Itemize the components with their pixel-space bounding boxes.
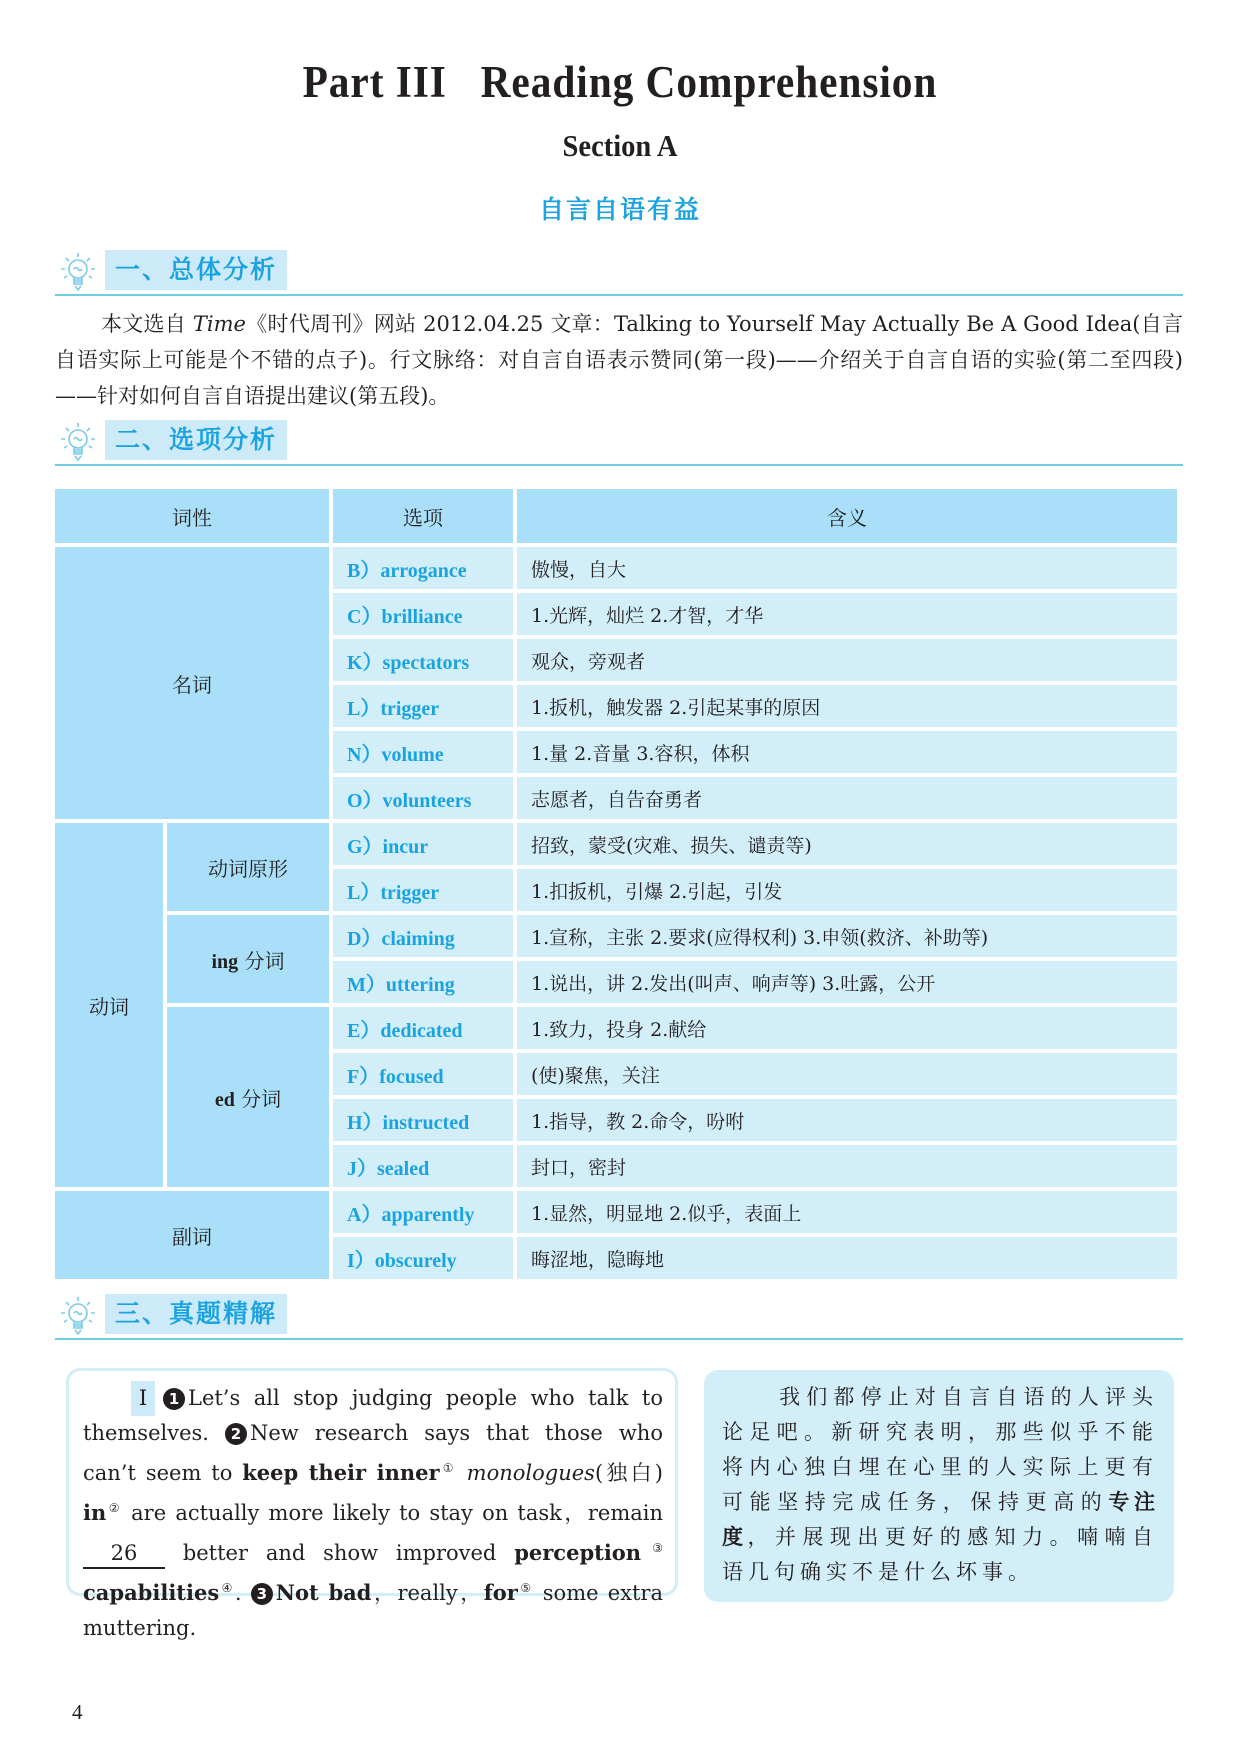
meaning-cell: (使)聚焦，关注 (517, 1053, 1177, 1095)
intro-prefix: 本文选自 (101, 312, 193, 336)
meaning-cell: 志愿者，自告奋勇者 (517, 777, 1177, 819)
blank-26: 26 (83, 1539, 165, 1569)
section-label: 一、总体分析 (105, 250, 287, 290)
pos-verb-ing-participle (167, 915, 329, 1003)
section-heading-exam-analysis (55, 1292, 1183, 1340)
table-row (55, 1007, 1177, 1049)
option-cell: L）trigger (333, 685, 513, 727)
meaning-cell: 1.宣称，主张 2.要求(应得权利) 3.申领(救济、补助等) (517, 915, 1177, 957)
participle-label: 分词 (238, 948, 285, 973)
option-cell: M）uttering (333, 961, 513, 1003)
pos-verb-base-form: 动词原形 (167, 823, 329, 911)
translation-text-b: ，并展现出更好的感知力。喃喃自语几句确实不是什么坏事。 (722, 1525, 1159, 1584)
option-cell: A）apparently (333, 1191, 513, 1233)
meaning-cell: 1.扳机，触发器 2.引起某事的原因 (517, 685, 1177, 727)
sentence-2-part-b: are actually more likely to stay on task，remain (122, 1501, 663, 1525)
option-cell: O）volunteers (333, 777, 513, 819)
meaning-cell: 晦涩地，隐晦地 (517, 1237, 1177, 1279)
keyword: for (483, 1580, 518, 1605)
paragraph-marker: Ⅰ (131, 1381, 155, 1416)
intro-body: 《时代周刊》网站 2012.04.25 文章：Talking to Yourself May Actually Be A Good Idea(自言自语实际上可能是个不错的点子)。行文脉络：对自言自语表示赞同(第一段)——介绍关于自言自语的实验(第二至四段)——针对如何自言自语提出建议(第五段)。 (55, 312, 1183, 408)
page-number: 4 (72, 1700, 83, 1724)
keyword: in (83, 1500, 107, 1525)
annotation-marker: ⑤ (517, 1581, 534, 1595)
meaning-cell: 傲慢，自大 (517, 547, 1177, 589)
section-label: 三、真题精解 (105, 1294, 287, 1334)
section-heading-overall-analysis (55, 248, 1183, 296)
sentence-number-icon: 1 (163, 1388, 185, 1410)
option-cell: G）incur (333, 823, 513, 865)
section-heading-option-analysis (55, 418, 1183, 466)
ing-label: ing (211, 950, 239, 973)
table-row (55, 823, 1177, 865)
pos-verb-ed-participle (167, 1007, 329, 1187)
sentence-number-icon: 3 (251, 1583, 273, 1605)
option-cell: J）sealed (333, 1145, 513, 1187)
sentence-2-part-c: better and show improved (165, 1541, 515, 1565)
keyword: perception (514, 1540, 642, 1565)
option-cell: H）instructed (333, 1099, 513, 1141)
table-row (55, 1191, 1177, 1233)
vocabulary-table (51, 485, 1181, 1283)
meaning-cell: 招致，蒙受(灾难、损失、谴责等) (517, 823, 1177, 865)
sentence-1: Let’s all stop judging people who talk to themselves. (83, 1386, 663, 1445)
ed-label: ed (214, 1088, 235, 1111)
pos-noun: 名词 (55, 547, 329, 819)
header-option: 选项 (333, 489, 513, 543)
sentence-2-part-a: New research says that those who can’t seem to (83, 1421, 663, 1485)
header-part-of-speech: 词性 (55, 489, 329, 543)
sentence-number-icon: 2 (225, 1423, 247, 1445)
passage-box: Ⅰ 1 Let’s all stop judging people who talk to themselves. 2 New research says that those who can’t seem to keep their inner① monologues(独白) in② are actually more likely to stay on task，remain 26 better and show improved perception③ capabilities④. 3 Not bad，really，for⑤ some extra muttering. (66, 1368, 678, 1596)
annotation-marker: ④ (219, 1581, 235, 1595)
meaning-cell: 1.显然，明显地 2.似乎，表面上 (517, 1191, 1177, 1233)
annotation-marker: ① (439, 1461, 457, 1475)
header-meaning: 含义 (517, 489, 1177, 543)
translation-text-a: 我们都停止对自言自语的人评头论足吧。新研究表明，那些似乎不能将内心独白埋在心里的人实际上更有可能坚持完成任务，保持更高的 (722, 1385, 1158, 1514)
meaning-cell: 1.扣扳机，引爆 2.引起，引发 (517, 869, 1177, 911)
lightbulb-icon (57, 250, 99, 292)
lightbulb-icon (57, 1294, 99, 1336)
section-label: 二、选项分析 (105, 420, 287, 460)
sentence-3-part-a: ，really， (371, 1581, 484, 1605)
translation-box (704, 1370, 1174, 1602)
option-cell: N）volume (333, 731, 513, 773)
pos-adverb: 副词 (55, 1191, 329, 1279)
sentence-3-part-b: some extra muttering. (83, 1581, 663, 1640)
option-cell: K）spectators (333, 639, 513, 681)
meaning-cell: 1.指导，教 2.命令，吩咐 (517, 1099, 1177, 1141)
option-cell: I）obscurely (333, 1237, 513, 1279)
annotation-marker: ② (106, 1501, 122, 1515)
meaning-cell: 1.光辉，灿烂 2.才智，才华 (517, 593, 1177, 635)
option-cell: B）arrogance (333, 547, 513, 589)
option-cell: C）brilliance (333, 593, 513, 635)
translation-keyword: 专注度 (722, 1490, 1159, 1549)
keyword-italic: monologues (466, 1461, 595, 1485)
option-cell: L）trigger (333, 869, 513, 911)
meaning-cell: 观众，旁观者 (517, 639, 1177, 681)
source-name: Time (192, 312, 246, 336)
keyword: Not bad (275, 1580, 372, 1605)
option-cell: F）focused (333, 1053, 513, 1095)
participle-label: 分词 (234, 1086, 282, 1111)
article-title: 自言自语有益 (538, 195, 701, 224)
table-row (55, 915, 1177, 957)
meaning-cell: 封口，密封 (517, 1145, 1177, 1187)
table-row (55, 547, 1177, 589)
meaning-cell: 1.量 2.音量 3.容积，体积 (517, 731, 1177, 773)
overall-analysis-text (55, 306, 1183, 414)
option-cell: E）dedicated (333, 1007, 513, 1049)
lightbulb-icon (57, 420, 99, 462)
gloss: (独白) (594, 1461, 663, 1485)
meaning-cell: 1.致力，投身 2.献给 (517, 1007, 1177, 1049)
table-header-row (55, 489, 1177, 543)
section-subtitle: Section A (562, 128, 678, 163)
pos-verb: 动词 (55, 823, 163, 1187)
keyword: capabilities (83, 1580, 220, 1605)
annotation-marker: ③ (641, 1541, 663, 1555)
keyword: keep their inner (242, 1460, 440, 1485)
page-title: Part III Reading Comprehension (302, 57, 938, 107)
option-cell: D）claiming (333, 915, 513, 957)
meaning-cell: 1.说出，讲 2.发出(叫声、响声等) 3.吐露，公开 (517, 961, 1177, 1003)
